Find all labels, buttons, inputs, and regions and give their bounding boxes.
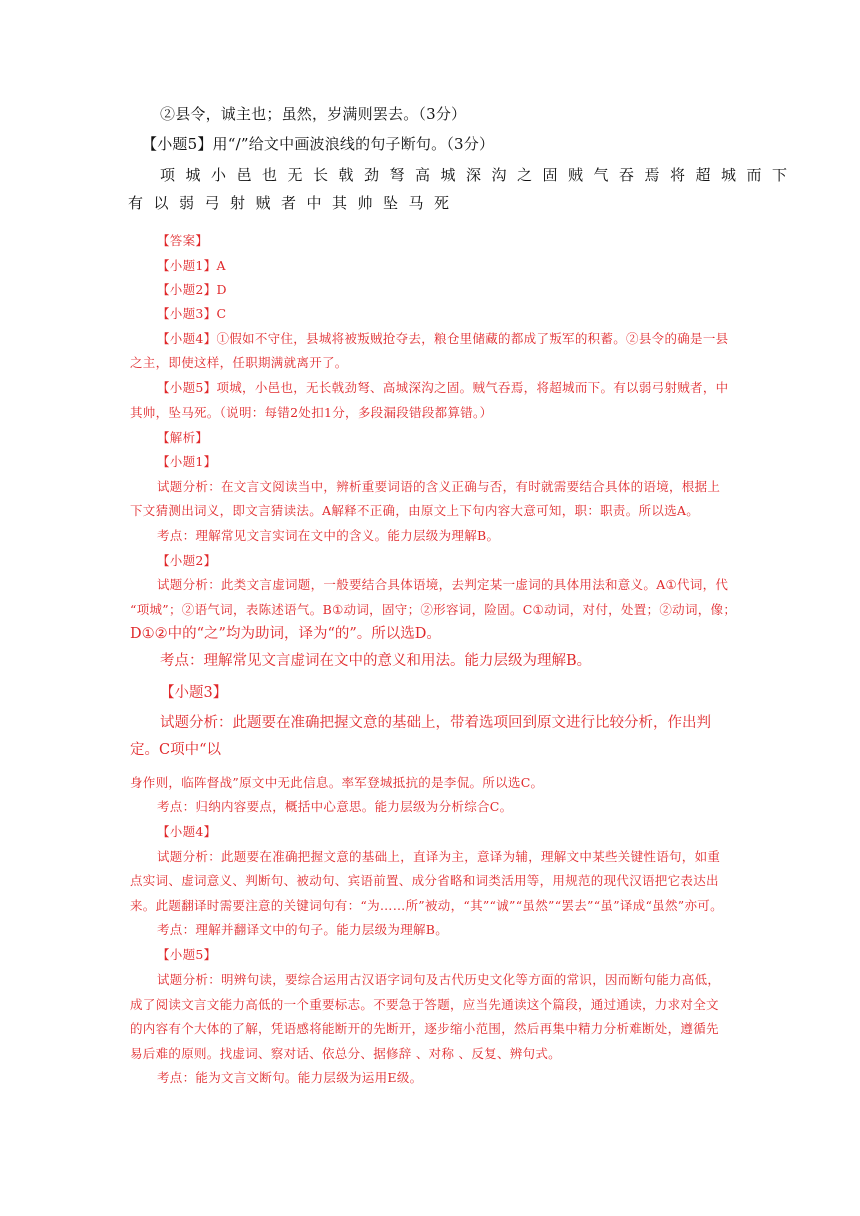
question-5-prompt: 【小题5】用“/”给文中画波浪线的句子断句。（3分）	[142, 135, 495, 153]
analysis-5-label: 【小题5】	[157, 947, 217, 962]
analysis-2-line-1: 试题分析：此类文言虚词题，一般要结合具体语境，去判定某一虚词的具体用法和意义。A①代词，代	[157, 577, 729, 592]
answer-4-line-2: 之主，即使这样，任职期满就离开了。	[130, 355, 348, 370]
answer-5-line-2: 其帅，坠马死。（说明：每错2处扣1分，多段漏段错段都算错。）	[130, 405, 493, 420]
analysis-4-line-3: 来。此题翻译时需要注意的关键词句有：“为……所”被动，“其”“诚”“虽然”“罢去”“虽”译成“虽然”亦可。	[130, 898, 723, 913]
analysis-1-point: 考点：理解常见文言实词在文中的含义。能力层级为理解B。	[157, 528, 500, 543]
analysis-3-label: 【小题3】	[160, 685, 228, 701]
analysis-4-line-2: 点实词、虚词意义、判断句、被动句、宾语前置、成分省略和词类活用等，用规范的现代汉语把它表达出	[130, 873, 719, 888]
answer-header: 【答案】	[157, 233, 209, 248]
analysis-3-line-2: 定。C项中“以	[130, 742, 222, 758]
analysis-1-line-2: 下文猜测出词义，即文言猜读法。A解释不正确，由原文上下句内容大意可知，职：职责。所以选A。	[130, 503, 700, 518]
question-4-item-2: ②县令，诚主也；虽然，岁满则罢去。（3分）	[160, 105, 467, 123]
question-5-text-line-1: 项城小邑也无长戟劲弩高城深沟之固贼气吞焉将超城而下	[160, 166, 798, 184]
analysis-3-line-3: 身作则，临阵督战”原文中无此信息。率军登城抵抗的是李侃。所以选C。	[130, 775, 544, 790]
answer-5-line-1: 【小题5】项城，小邑也，无长戟劲弩、高城深沟之固。贼气吞焉，将超城而下。有以弱弓射贼者，中	[157, 380, 729, 395]
answer-1: 【小题1】A	[157, 258, 226, 273]
analysis-3-line-1: 试题分析：此题要在准确把握文意的基础上，带着选项回到原文进行比较分析，作出判	[160, 715, 711, 731]
analysis-5-line-2: 成了阅读文言文能力高低的一个重要标志。不要急于答题，应当先通读这个篇段，通过通读，力求对全文	[130, 997, 719, 1012]
analysis-5-line-4: 易后难的原则。找虚词、察对话、依总分、据修辞 、对称 、反复、辨句式。	[130, 1046, 561, 1061]
analysis-2-point: 考点：理解常见文言虚词在文中的意义和用法。能力层级为理解B。	[160, 653, 592, 669]
analysis-3-point: 考点：归纳内容要点，概括中心意思。能力层级为分析综合C。	[157, 799, 513, 814]
question-5-text-line-2: 有以弱弓射贼者中其帅坠马死	[128, 194, 460, 212]
analysis-5-line-3: 的内容有个大体的了解，凭语感将能断开的先断开，逐步缩小范围，然后再集中精力分析难断处，遵循先	[130, 1021, 719, 1036]
analysis-4-line-1: 试题分析：此题要在准确把握文意的基础上，直译为主，意译为辅，理解文中某些关键性语句，如重	[157, 849, 721, 864]
analysis-2-line-2: “项城”；②语气词，表陈述语气。B①动词，固守；②形容词，险固。C①动词，对付，处置；②动词，像；	[130, 602, 737, 617]
analysis-1-label: 【小题1】	[157, 454, 217, 469]
analysis-header: 【解析】	[157, 430, 209, 445]
answer-4-line-1: 【小题4】①假如不守住，县城将被叛贼抢夺去，粮仓里储藏的都成了叛军的积蓄。②县令的确是一县	[157, 331, 729, 346]
analysis-1-line-1: 试题分析：在文言文阅读当中，辨析重要词语的含义正确与否，有时就需要结合具体的语境，根据上	[157, 479, 721, 494]
answer-2: 【小题2】D	[157, 282, 227, 297]
analysis-5-point: 考点：能为文言文断句。能力层级为运用E级。	[157, 1070, 423, 1085]
analysis-2-line-3: D①②中的“之”均为助词，译为“的”。所以选D。	[130, 626, 441, 642]
analysis-2-label: 【小题2】	[157, 553, 217, 568]
analysis-4-point: 考点：理解并翻译文中的句子。能力层级为理解B。	[157, 922, 449, 937]
analysis-4-label: 【小题4】	[157, 824, 217, 839]
analysis-5-line-1: 试题分析：明辨句读，要综合运用古汉语字词句及古代历史文化等方面的常识，因而断句能力高低，	[157, 972, 721, 987]
answer-3: 【小题3】C	[157, 306, 227, 321]
